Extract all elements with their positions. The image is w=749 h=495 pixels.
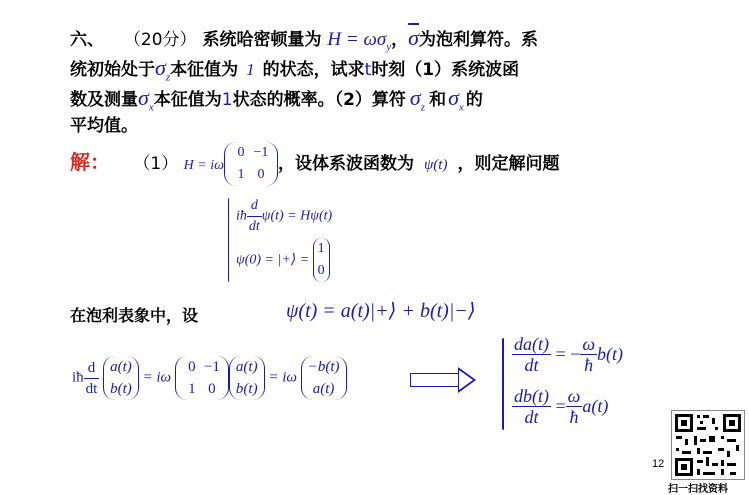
problem-text: 数及测量 (70, 90, 138, 110)
solution-part: （1） (133, 154, 179, 174)
hamiltonian-expression: $H = \omega\sigma_y$ (327, 29, 392, 53)
problem-number: 六、 (70, 30, 104, 50)
qr-code-graphic (672, 411, 744, 479)
problem-line-4 (70, 112, 138, 140)
problem-text: 的状态，试求 (262, 60, 365, 80)
problem-text: 平均值。 (70, 116, 138, 136)
derivative-b: $\frac{db(t)}{dt}$ (514, 386, 549, 427)
derivative-fraction: $\frac{d}{dt}$ (85, 359, 98, 397)
problem-points: （20分） (123, 30, 197, 50)
state-vector: a(t) b(t) (229, 356, 265, 400)
omega-over-hbar: $\frac{\omega}{ħ}$ (582, 334, 596, 375)
eigenvalue: 1 (246, 60, 255, 79)
pauli-expansion: ψ(t) = a(t)|+⟩ + b(t)|−⟩ (286, 300, 476, 322)
derivative-fraction: $\frac{d}{dt}$ (248, 198, 260, 234)
problem-text: 为泡利算符。系 (418, 30, 538, 50)
result-equation-a: $\frac{da(t)}{dt}$ = − $\frac{\omega}{ħ}$ b(t) (514, 334, 624, 375)
sigma-z-symbol: $\sigma_z$ (155, 55, 171, 84)
implies-arrow-inner (459, 370, 473, 390)
equation-initial-condition: ψ(0) = |+⟩ = 1 0 (236, 238, 330, 282)
derivative-a: $\frac{da(t)}{dt}$ (514, 334, 549, 375)
problem-text: 系统哈密顿量为 (202, 30, 322, 50)
omega-over-hbar: $\frac{\omega}{ħ}$ (567, 386, 581, 427)
solution-header (70, 142, 559, 186)
solution-text: ，设体系波函数为 (277, 154, 414, 174)
pauli-text: 在泡利表象中，设 (70, 306, 199, 325)
problem-text: 状态的概率。（2）算符 (232, 90, 406, 110)
equation-schrodinger: iħ $\frac{d}{dt}$ ψ(t) = Hψ(t) (236, 196, 332, 237)
problem-text: 时刻（1）系统波函 (371, 60, 520, 80)
time-symbol: t (364, 60, 372, 80)
result-brace (502, 338, 504, 430)
problem-text: 本征值为 (153, 90, 222, 110)
result-equation-b: $\frac{db(t)}{dt}$ = $\frac{\omega}{ħ}$ a(t) (514, 386, 609, 427)
sigma-x-symbol: $\sigma_x$ (448, 85, 464, 114)
page-number: 12 (652, 458, 665, 470)
hamiltonian-matrix-lhs: H = iω (183, 158, 224, 173)
initial-vector: 1 0 (313, 238, 330, 282)
problem-text: 和 (429, 90, 447, 110)
solution-text: ，则定解问题 (457, 154, 560, 174)
hamiltonian-matrix: 0 −1 1 0 (224, 142, 278, 186)
problem-comma: ， (391, 30, 409, 50)
qr-caption: 扫一扫找资料 (668, 484, 728, 495)
implies-arrow-shaft (410, 373, 459, 387)
pauli-vector-symbol: $\overline{\sigma}$ (408, 25, 419, 50)
eigenvalue: 1 (221, 90, 233, 110)
solution-label: 解： (70, 150, 110, 174)
matrix-equation: iħ $\frac{d}{dt}$ a(t) b(t) = iω 0 −1 1 0 a(t) b(t) = iω −b(t) a(t) (72, 356, 347, 400)
pauli-line (70, 303, 198, 326)
sigma-z-symbol: $\sigma_z$ (409, 85, 426, 114)
problem-text: 的 (465, 90, 483, 110)
result-vector: −b(t) a(t) (301, 356, 347, 400)
wavefunction-symbol: ψ(t) (423, 157, 448, 173)
qr-code-icon[interactable] (671, 410, 745, 480)
sigma-x-symbol: $\sigma_x$ (138, 85, 154, 114)
state-vector: a(t) b(t) (103, 356, 139, 400)
problem-text: 统初始处于 (70, 60, 155, 80)
problem-text: 本征值为 (170, 60, 239, 80)
pauli-y-matrix: 0 −1 1 0 (175, 356, 229, 400)
system-brace (228, 198, 229, 282)
